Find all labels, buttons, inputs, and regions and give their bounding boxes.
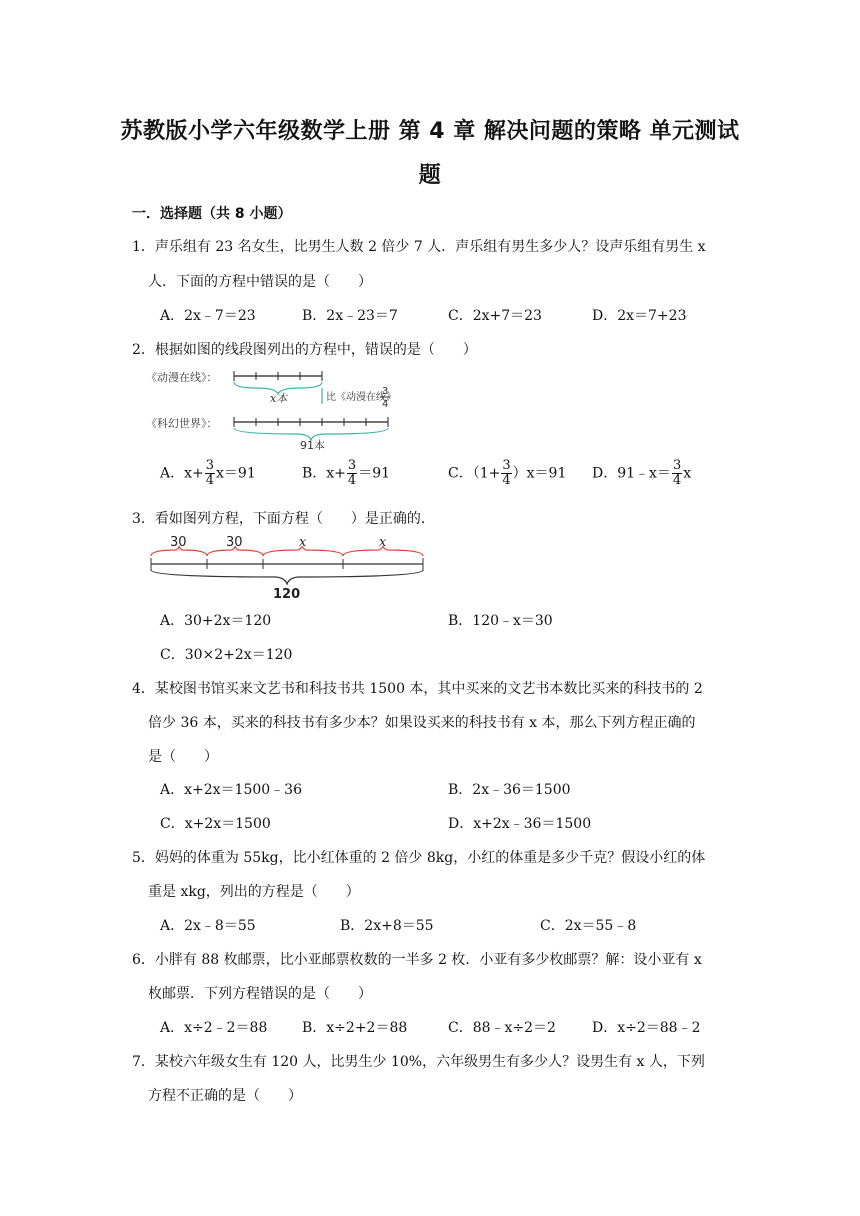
q6-text-line2: 枚邮票．下列方程错误的是（ ） [148,986,372,1002]
q4-option-a: A．x+2x＝1500﹣36 [160,782,302,798]
q3-text-line1: 3．看如图列方程，下面方程（ ）是正确的． [132,511,435,527]
q4-option-d: D．x+2x﹣36＝1500 [448,816,592,832]
q3-segment-diagram [146,532,428,600]
q5-option-c: C．2x＝55﹣8 [540,918,637,934]
q3-fig-label-a: 30 [170,535,187,550]
q3-fig-label-c: x [299,535,307,550]
q2-option-c: C．（1+ $\frac{3}{4}$ ）x＝91 [448,458,567,488]
q6-text-line1: 6．小胖有 88 枚邮票，比小亚邮票枚数的一半多 2 枚．小亚有多少枚邮票？解：设小亚有 x [132,952,702,968]
q2-option-a: A．x+ $\frac{3}{4}$ x＝91 [160,458,256,488]
q4-text-line1: 4．某校图书馆买来文艺书和科技书共 1500 本，其中买来的文艺书本数比买来的科技书的 2 [132,681,703,697]
q2-fig-total: 91本 [300,439,325,450]
q7-text-line1: 7．某校六年级女生有 120 人，比男生少 10%，六年级男生有多少人？设男生有 x 人，下列 [132,1054,705,1070]
q5-option-b: B．2x+8＝55 [340,918,434,934]
q6-option-c: C．88﹣x÷2＝2 [448,1020,556,1036]
q1-option-a: A．2x﹣7＝23 [160,308,256,324]
q1-text-line1: 1．声乐组有 23 名女生，比男生人数 2 倍少 7 人．声乐组有男生多少人？设声乐组有男生 x [132,239,706,255]
q5-text-line1: 5．妈妈的体重为 55kg，比小红体重的 2 倍少 8kg，小红的体重是多少千克？假设小红的体 [132,850,706,866]
q2-option-b: B．x+ $\frac{3}{4}$ ＝91 [302,458,391,488]
q7-text-line2: 方程不正确的是（ ） [148,1088,302,1104]
q2-fig-row1-label: 《动漫在线》： [146,371,218,384]
q4-text-line3: 是（ ） [148,749,218,765]
q6-option-a: A．x÷2﹣2＝88 [160,1020,268,1036]
q2-segment-diagram [146,366,396,450]
q3-fig-total: 120 [273,587,301,600]
q1-option-b: B．2x﹣23＝7 [302,308,398,324]
q3-option-a: A．30+2x＝120 [160,613,272,629]
q5-text-line2: 重是 xkg，列出的方程是（ ） [148,884,360,900]
q3-option-b: B．120﹣x＝30 [448,613,553,629]
q2-fig-x-label: x本 [270,392,288,405]
q1-option-d: D．2x＝7+23 [592,308,687,324]
q2-fig-row2-label: 《科幻世界》： [146,417,218,430]
q4-option-c: C．x+2x＝1500 [160,816,271,832]
section-heading: 一．选择题（共 8 小题） [132,206,292,222]
q4-text-line2: 倍少 36 本，买来的科技书有多少本？如果设买来的科技书有 x 本，那么下列方程正确的 [148,715,696,731]
q6-option-d: D．x÷2＝88﹣2 [592,1020,701,1036]
q3-fig-label-b: 30 [226,535,243,550]
q2-fig-note: 比《动漫在线》 [326,392,396,403]
q1-option-c: C．2x+7＝23 [448,308,542,324]
q1-text-line2: 人．下面的方程中错误的是（ ） [148,274,372,290]
q5-option-a: A．2x﹣8＝55 [160,918,256,934]
q6-option-b: B．x÷2+2＝88 [302,1020,408,1036]
q2-option-d: D．91﹣x＝ $\frac{3}{4}$ x [592,458,692,488]
q3-option-c: C．30×2+2x＝120 [160,647,293,663]
q2-fig-note-fnum: 3 [382,386,389,397]
q3-fig-label-d: x [379,535,387,550]
q2-fig-note-fden: 4 [382,399,389,410]
q4-option-b: B．2x﹣36＝1500 [448,782,571,798]
q2-text-line1: 2．根据如图的线段图列出的方程中，错误的是（ ） [132,342,477,358]
document-title-line2: 题 [418,163,442,188]
document-title-line1: 苏教版小学六年级数学上册 第 4 章 解决问题的策略 单元测试 [120,119,740,144]
